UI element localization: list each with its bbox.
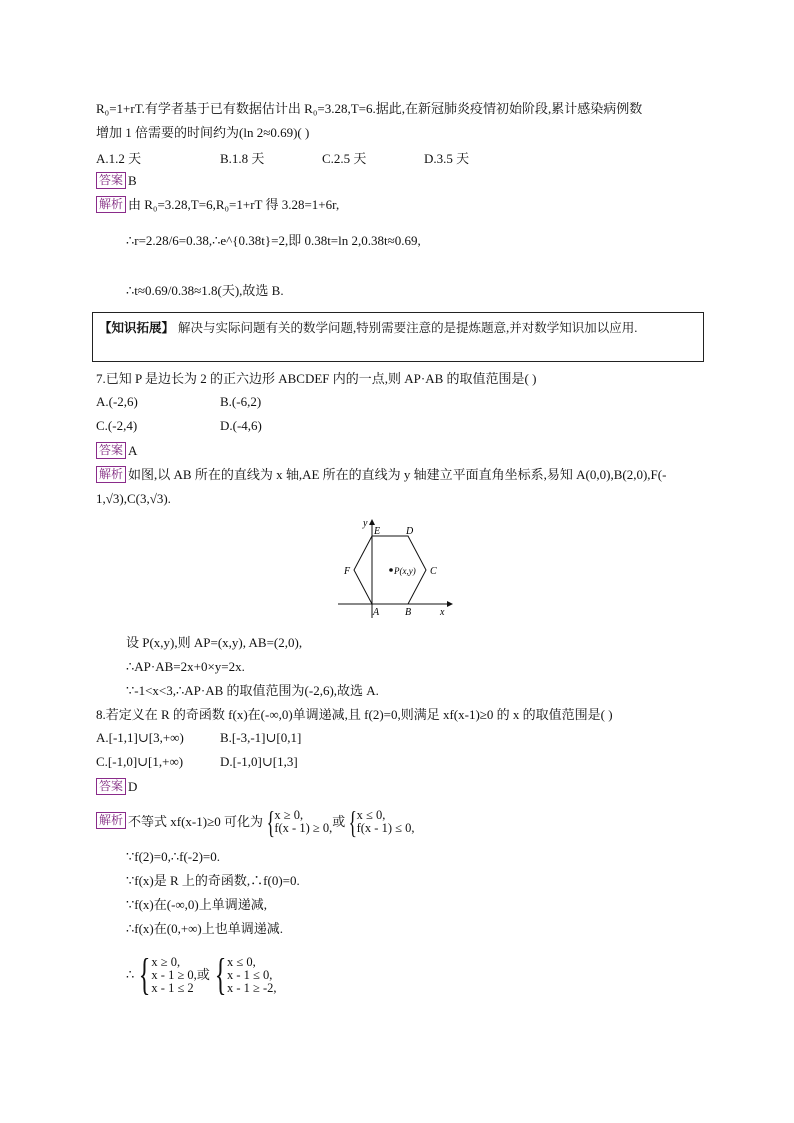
sys2-top: x ≤ 0, bbox=[356, 808, 386, 823]
left-brace-icon: { bbox=[214, 950, 227, 1000]
q8-step2: ∵f(x)是 R 上的奇函数,∴f(0)=0. bbox=[126, 873, 300, 888]
q7-option-c: C.(-2,4) bbox=[96, 418, 138, 433]
q7-answer-row bbox=[96, 442, 137, 460]
q8-step4: ∴f(x)在(0,+∞)上也单调递减. bbox=[126, 921, 284, 936]
q7-option-b: B.(-6,2) bbox=[220, 394, 262, 409]
answer-badge: 答案 bbox=[96, 172, 126, 189]
q8-system-3 bbox=[151, 956, 196, 995]
q6-option-d: D.3.5 天 bbox=[424, 151, 470, 166]
q7-step2: ∴AP·AB=2x+0×y=2x. bbox=[126, 659, 245, 674]
q6-analysis-line1: 由 R₀=3.28,T=6,R₀=1+rT 得 3.28=1+6r, bbox=[128, 197, 340, 212]
label-f: F bbox=[344, 566, 351, 577]
sys2-bottom: f(x - 1) ≤ 0, bbox=[356, 821, 415, 836]
extension-text: 解决与实际问题有关的数学问题,特别需要注意的是提炼题意,并对数学知识加以应用. bbox=[178, 321, 638, 335]
sys1-bottom: f(x - 1) ≥ 0, bbox=[274, 821, 333, 836]
sys1-top: x ≥ 0, bbox=[274, 808, 304, 823]
q7-stem: 7.已知 P 是边长为 2 的正六边形 ABCDEF 内的一点,则 AP·AB 的取值范围是( ) bbox=[96, 371, 537, 386]
q8-system-1 bbox=[274, 809, 332, 835]
q7-option-d: D.(-4,6) bbox=[220, 418, 262, 433]
extension-tag: 【知识拓展】 bbox=[99, 321, 175, 335]
sys3-line3: x - 1 ≤ 2 bbox=[151, 980, 194, 995]
point-p bbox=[389, 568, 393, 572]
q8-or: 或 bbox=[332, 814, 346, 830]
label-c: C bbox=[430, 566, 437, 577]
q6-analysis-line3: ∴t≈0.69/0.38≈1.8(天),故选 B. bbox=[126, 283, 284, 298]
left-brace-icon: { bbox=[139, 950, 151, 1000]
label-d: D bbox=[406, 526, 414, 537]
q8-analysis-row bbox=[96, 804, 415, 841]
q6-option-c: C.2.5 天 bbox=[322, 151, 367, 166]
left-brace-icon: { bbox=[266, 804, 275, 841]
analysis-badge: 解析 bbox=[96, 812, 126, 829]
q6-answer-row bbox=[96, 172, 137, 190]
analysis-badge: 解析 bbox=[96, 196, 126, 213]
answer-badge: 答案 bbox=[96, 778, 126, 795]
q8-system-4 bbox=[227, 956, 277, 995]
q8-or-2: 或 bbox=[196, 967, 210, 983]
q8-systems-row bbox=[126, 950, 277, 1000]
q8-analysis-intro: 不等式 xf(x-1)≥0 可化为 bbox=[128, 814, 263, 830]
q8-option-a: A.[-1,1]∪[3,+∞) bbox=[96, 730, 184, 745]
q8-step1: ∵f(2)=0,∴f(-2)=0. bbox=[126, 849, 221, 864]
label-a: A bbox=[373, 607, 380, 618]
q6-analysis-line2: ∴r=2.28/6=0.38,∴e^{0.38t}=2,即 0.38t=ln 2,0.38t≈0.69, bbox=[126, 233, 421, 248]
sys4-line3: x - 1 ≥ -2, bbox=[226, 980, 277, 995]
q7-step3: ∵-1<x<3,∴AP·AB 的取值范围为(-2,6),故选 A. bbox=[126, 683, 379, 698]
q8-system-2 bbox=[357, 809, 415, 835]
q6-answer: B bbox=[128, 173, 137, 188]
label-x: x bbox=[440, 607, 445, 618]
q6-stem-line2: 增加 1 倍需要的时间约为(ln 2≈0.69)( ) bbox=[96, 125, 310, 140]
sys4-line1: x ≤ 0, bbox=[226, 954, 256, 969]
q8-option-b: B.[-3,-1]∪[0,1] bbox=[220, 730, 302, 745]
q8-option-c: C.[-1,0]∪[1,+∞) bbox=[96, 754, 184, 769]
hexagon-figure bbox=[330, 514, 462, 622]
knowledge-extension-box bbox=[92, 312, 704, 362]
label-y: y bbox=[363, 518, 368, 529]
q8-option-d: D.[-1,0]∪[1,3] bbox=[220, 754, 298, 769]
analysis-badge: 解析 bbox=[96, 466, 126, 483]
q8-stem: 8.若定义在 R 的奇函数 f(x)在(-∞,0)单调递减,且 f(2)=0,则满足 xf(x-1)≥0 的 x 的取值范围是( ) bbox=[96, 707, 613, 722]
answer-badge: 答案 bbox=[96, 442, 126, 459]
therefore-symbol: ∴ bbox=[126, 967, 135, 983]
sys4-line2: x - 1 ≤ 0, bbox=[226, 967, 273, 982]
q7-analysis-row bbox=[96, 466, 666, 484]
sys3-line1: x ≥ 0, bbox=[151, 954, 181, 969]
q8-step3: ∵f(x)在(-∞,0)上单调递减, bbox=[126, 897, 268, 912]
sys3-line2: x - 1 ≥ 0, bbox=[151, 967, 197, 982]
label-p: P(x,y) bbox=[394, 566, 416, 576]
label-e: E bbox=[374, 526, 381, 537]
q8-answer: D bbox=[128, 779, 138, 794]
label-b: B bbox=[405, 607, 412, 618]
left-brace-icon: { bbox=[348, 804, 358, 841]
q7-answer: A bbox=[128, 443, 138, 458]
q7-analysis-line2: 1,√3),C(3,√3). bbox=[96, 491, 171, 506]
q6-option-b: B.1.8 天 bbox=[220, 151, 265, 166]
q6-stem-line1: R₀=1+rT.有学者基于已有数据估计出 R₀=3.28,T=6.据此,在新冠肺炎疫情初始阶段,累计感染病例数 bbox=[96, 101, 643, 116]
q8-answer-row bbox=[96, 778, 137, 796]
q7-option-a: A.(-2,6) bbox=[96, 394, 138, 409]
q7-analysis-line1: 如图,以 AB 所在的直线为 x 轴,AE 所在的直线为 y 轴建立平面直角坐标系,易知 A(0,0),B(2,0),F(- bbox=[128, 467, 667, 482]
q6-option-a: A.1.2 天 bbox=[96, 151, 142, 166]
q7-step1: 设 P(x,y),则 AP=(x,y), AB=(2,0), bbox=[126, 635, 303, 650]
q6-analysis-row bbox=[96, 196, 339, 214]
